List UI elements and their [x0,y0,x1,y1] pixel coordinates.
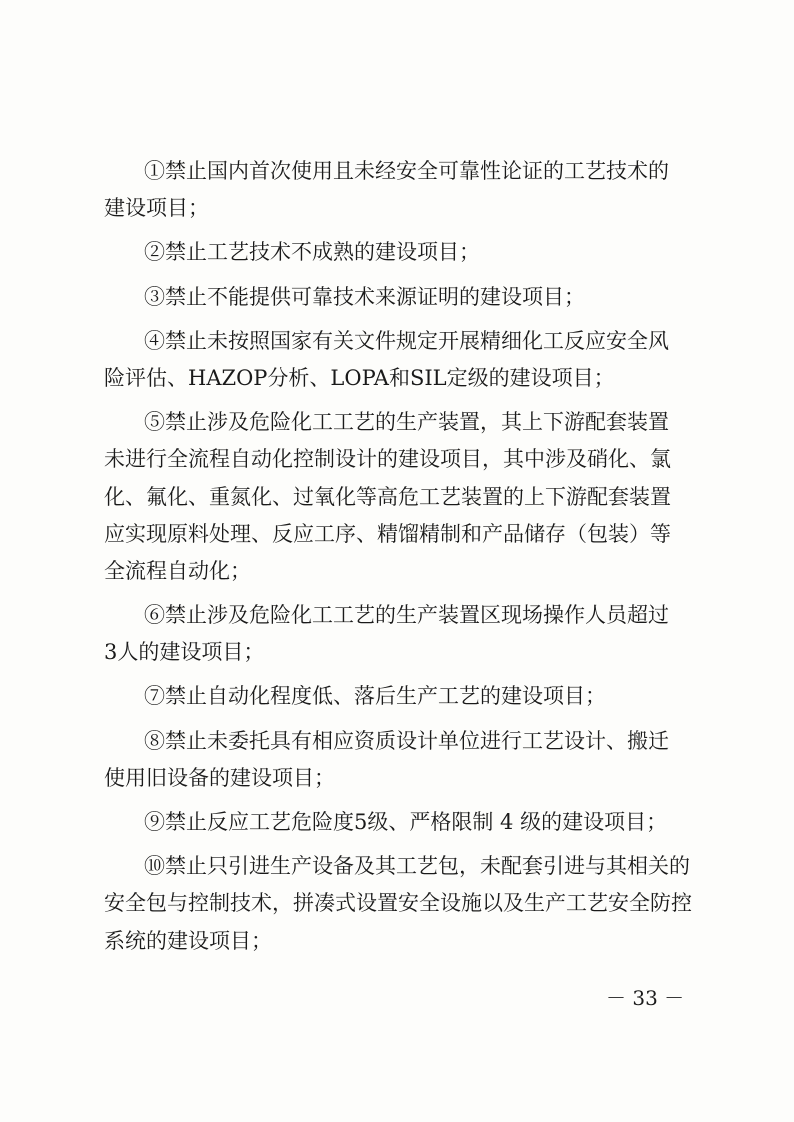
list-item-10 [104,848,692,960]
paragraph-line: 险评估、HAZOP分析、LOPA和SIL定级的建设项目； [104,365,615,390]
paragraph-line: ②禁止工艺技术不成熟的建设项目； [144,240,480,265]
list-item-7 [104,678,684,715]
paragraph-line: ⑧禁止未委托具有相应资质设计单位进行工艺设计、搬迁 [144,728,669,753]
list-item-3 [104,279,684,316]
paragraph-line: 安全包与控制技术，拼凑式设置安全设施以及生产工艺安全防控 [104,891,692,916]
list-item-2 [104,234,684,271]
paragraph-line: 使用旧设备的建设项目； [104,765,335,790]
paragraph-line: ④禁止未按照国家有关文件规定开展精细化工反应安全风 [144,328,669,353]
paragraph-line: ③禁止不能提供可靠技术来源证明的建设项目； [144,284,585,309]
paragraph-line: ⑥禁止涉及危险化工工艺的生产装置区现场操作人员超过 [144,603,669,628]
paragraph-line: ⑤禁止涉及危险化工工艺的生产装置，其上下游配套装置 [144,410,669,435]
paragraph-line: 全流程自动化； [104,558,251,583]
paragraph-line: ⑦禁止自动化程度低、落后生产工艺的建设项目； [144,684,606,709]
paragraph-line: ⑨禁止反应工艺危险度5级、严格限制 4 级的建设项目； [144,810,668,834]
paragraph-line: 系统的建设项目； [104,928,272,953]
paragraph-line: 未进行全流程自动化控制设计的建设项目，其中涉及硝化、氯 [104,447,671,472]
paragraph-line: 3人的建设项目； [104,640,265,665]
paragraph-line: ⑩禁止只引进生产设备及其工艺包，未配套引进与其相关的 [144,854,690,879]
list-item-6 [104,597,684,671]
paragraph-line: 化、氟化、重氮化、过氧化等高危工艺装置的上下游配套装置 [104,484,671,509]
document-body [104,153,692,960]
list-item-8 [104,723,684,797]
list-item-9 [104,804,684,841]
page-number: － 33 － [606,986,685,1010]
paragraph-line: 应实现原料处理、反应工序、精馏精制和产品储存（包装）等 [104,521,671,546]
list-item-5 [104,404,684,590]
list-item-4 [104,323,684,397]
paragraph-line: 建设项目； [104,196,209,221]
paragraph-line: ①禁止国内首次使用且未经安全可靠性论证的工艺技术的 [144,159,669,183]
list-item-1 [104,153,684,227]
